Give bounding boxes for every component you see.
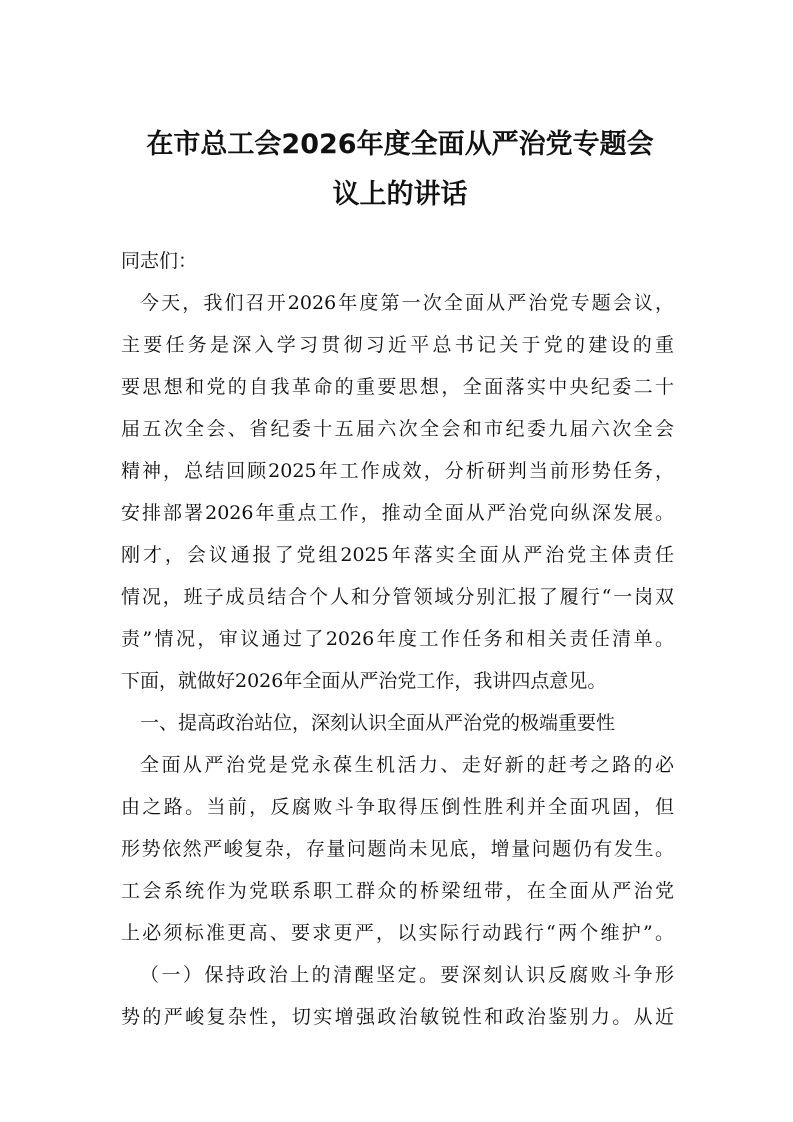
body-line-2: 主要任务是深入学习贯彻习近平总书记关于党的建设的重: [121, 334, 674, 356]
body-line-1: 今天，我们召开2026年度第一次全面从严治党专题会议，: [140, 292, 674, 314]
subsection-line-1: （一）保持政治上的清醒坚定。要深刻认识反腐败斗争形: [140, 964, 674, 986]
body-line-3: 要思想和党的自我革命的重要思想，全面落实中央纪委二十: [121, 376, 674, 398]
body-line-5: 精神，总结回顾2025年工作成效，分析研判当前形势任务，: [121, 460, 674, 482]
salutation: 同志们：: [121, 250, 198, 272]
body-line-11: 全面从严治党是党永葆生机活力、走好新的赶考之路的必: [140, 754, 674, 776]
body-line-12: 由之路。当前，反腐败斗争取得压倒性胜利并全面巩固，但: [121, 796, 674, 818]
body-line-8: 情况，班子成员结合个人和分管领域分别汇报了履行“一岗双: [121, 586, 674, 608]
body-line-7: 刚才，会议通报了党组2025年落实全面从严治党主体责任: [121, 544, 674, 566]
body-line-13: 形势依然严峻复杂，存量问题尚未见底，增量问题仍有发生。: [121, 838, 674, 860]
body-line-16: 势的严峻复杂性，切实增强政治敏锐性和政治鉴别力。从近: [121, 1006, 674, 1028]
title-line-1: 在市总工会2026年度全面从严治党专题会: [146, 129, 654, 160]
body-line-6: 安排部署2026年重点工作，推动全面从严治党向纵深发展。: [121, 502, 674, 524]
section-heading-1: 一、提高政治站位，深刻认识全面从严治党的极端重要性: [140, 712, 616, 734]
body-line-4: 届五次全会、省纪委十五届六次全会和市纪委九届六次全会: [121, 418, 674, 440]
body-line-15: 上必须标准更高、要求更严，以实际行动践行“两个维护”。: [121, 922, 674, 944]
body-line-10: 下面，就做好2026年全面从严治党工作，我讲四点意见。: [121, 670, 607, 692]
body-line-14: 工会系统作为党联系职工群众的桥梁纽带，在全面从严治党: [121, 880, 674, 902]
title-line-2: 议上的讲话: [332, 179, 468, 210]
body-line-9: 责”情况，审议通过了2026年度工作任务和相关责任清单。: [121, 628, 674, 650]
